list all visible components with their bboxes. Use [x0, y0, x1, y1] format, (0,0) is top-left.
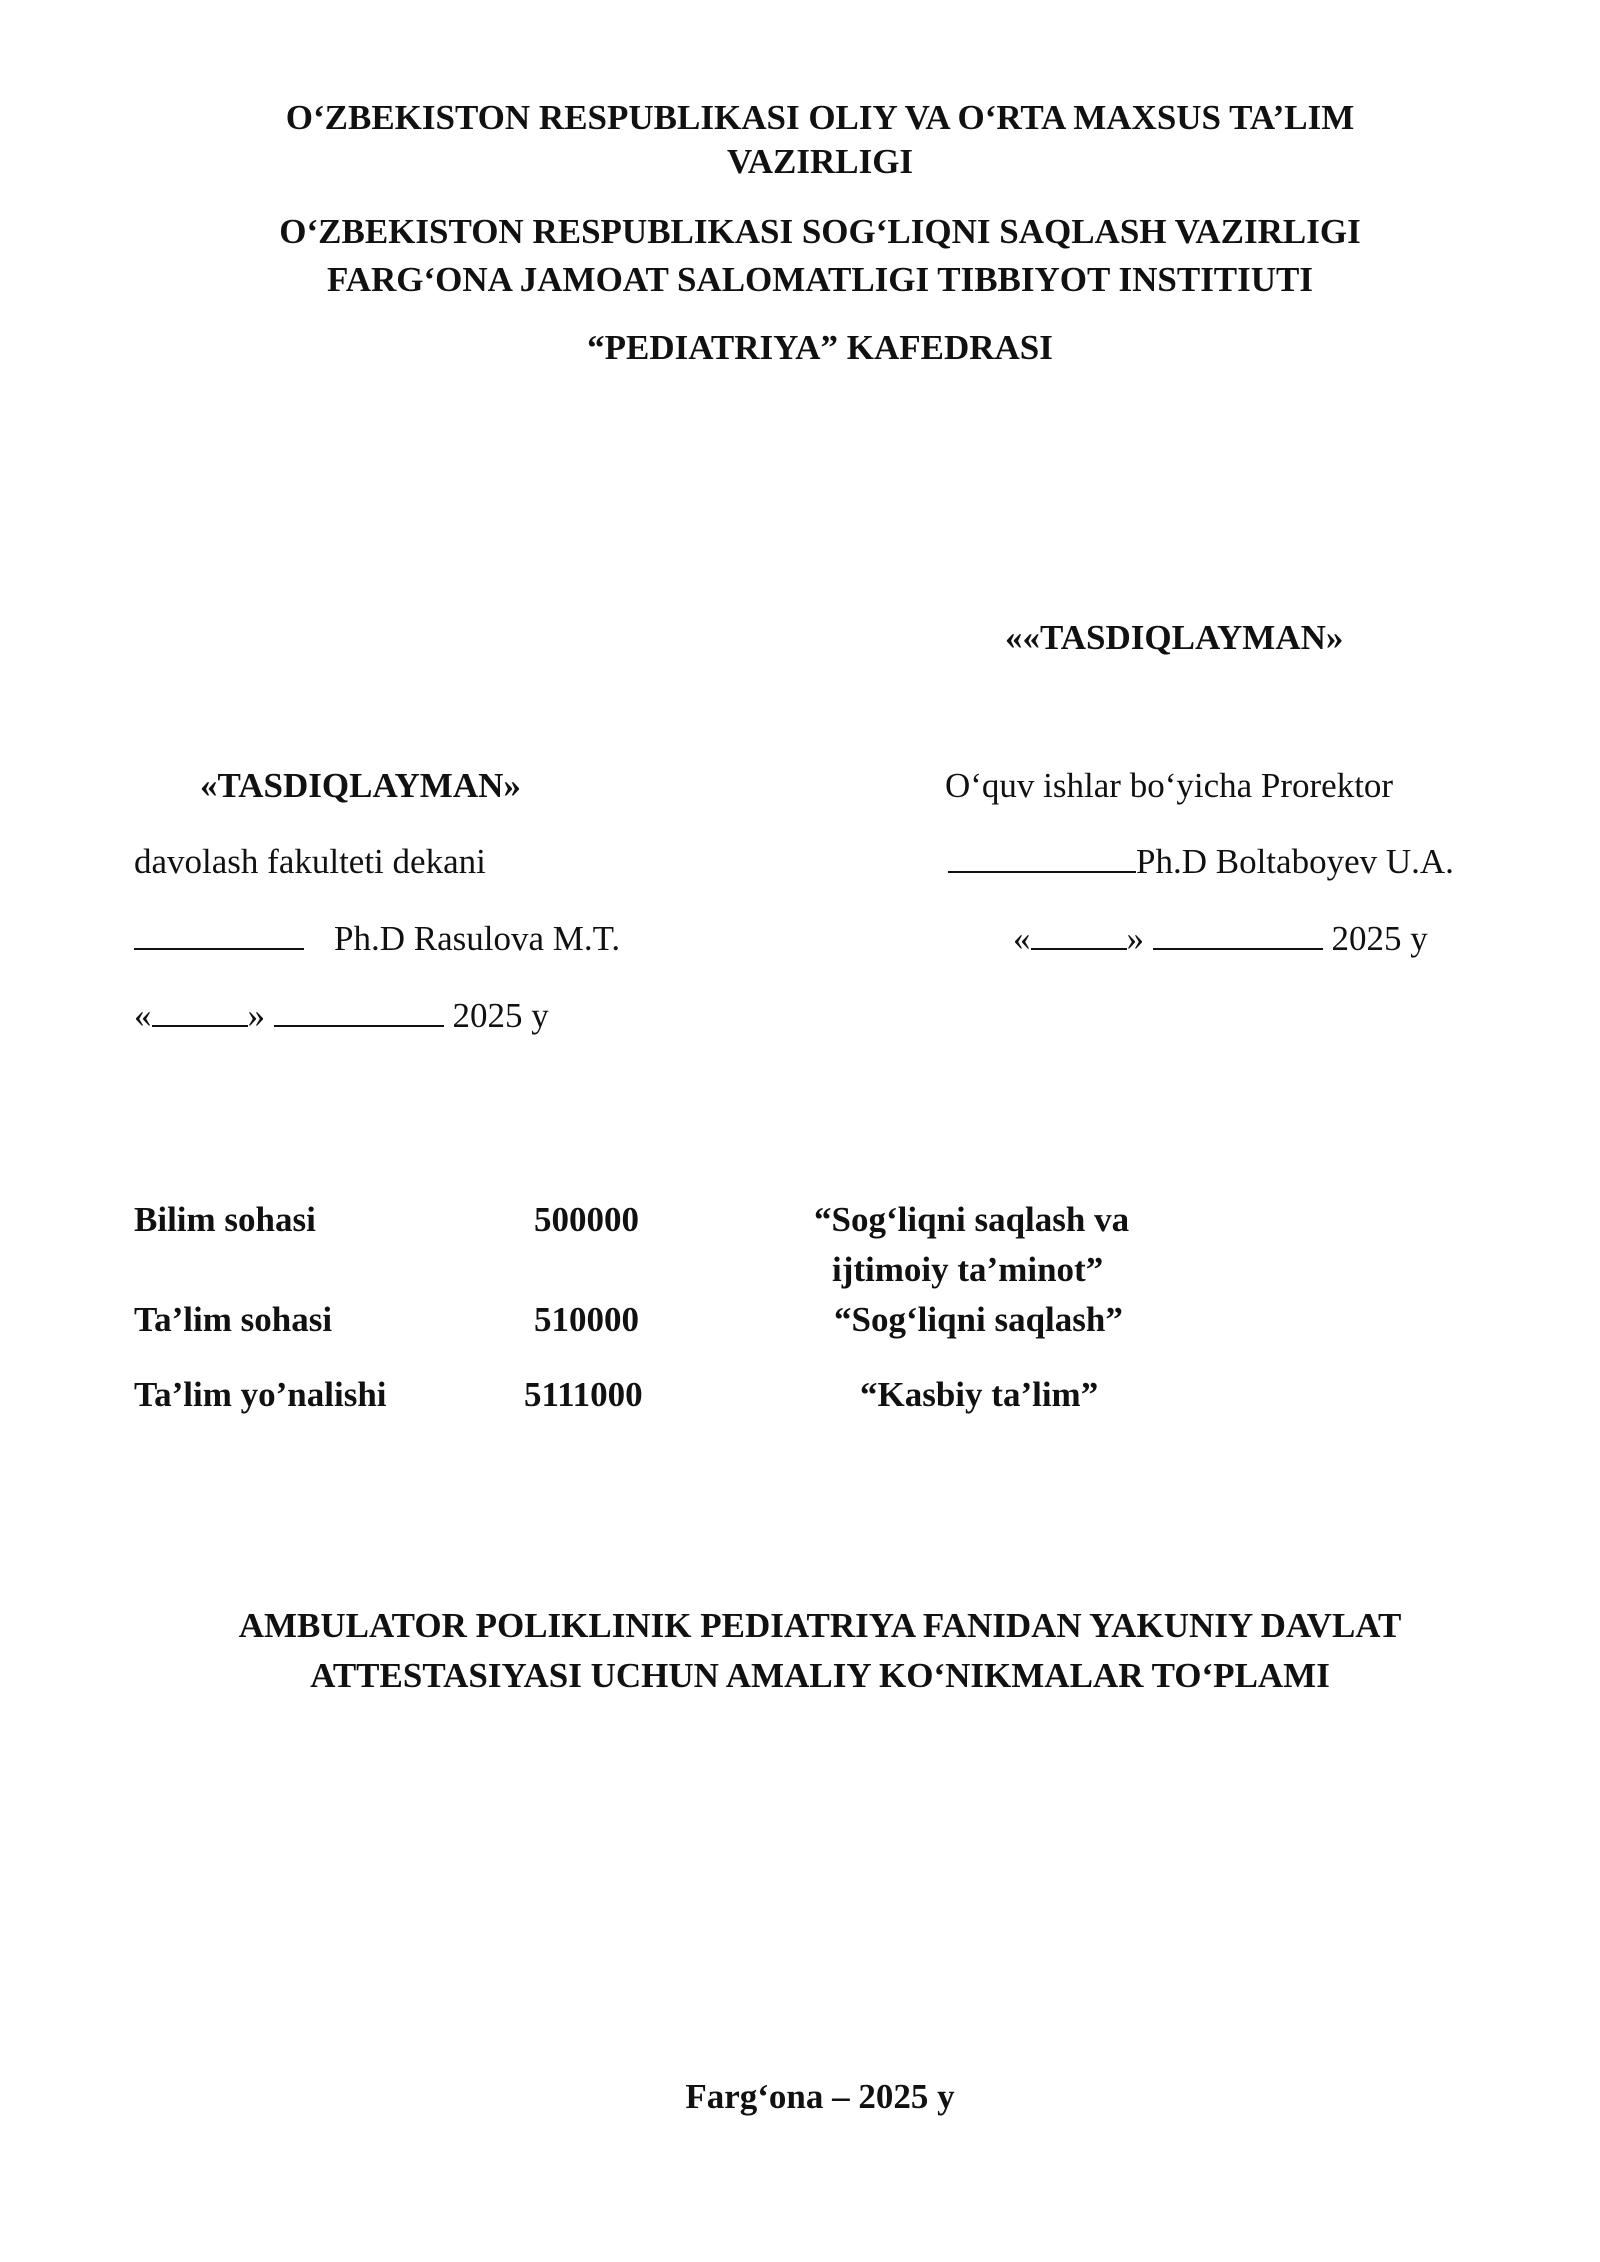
- approval-right-position: O‘quv ishlar bo‘yicha Prorektor: [945, 766, 1394, 805]
- signature-line: [948, 841, 1136, 873]
- approval-right-date-row: [1013, 917, 1428, 961]
- classification-name: “Sog‘liqni saqlash”: [834, 1300, 1123, 1339]
- day-line: [1031, 918, 1127, 950]
- approval-left-date-row: [134, 994, 549, 1038]
- ministry-title-line2: VAZIRLIGI: [726, 142, 914, 181]
- classification-label: Ta’lim sohasi: [134, 1300, 333, 1339]
- date-quote-close: »: [247, 996, 265, 1035]
- classification-name-line2: ijtimoiy ta’minot”: [832, 1250, 1104, 1289]
- department-title: “PEDIATRIYA” KAFEDRASI: [587, 328, 1053, 367]
- month-line: [1153, 918, 1323, 950]
- classification-code: 500000: [534, 1200, 639, 1239]
- date-year: 2025 y: [452, 996, 549, 1035]
- health-ministry-title: O‘ZBEKISTON RESPUBLIKASI SOG‘LIQNI SAQLASH VAZIRLIGI: [279, 212, 1361, 251]
- classification-code: 510000: [534, 1300, 639, 1339]
- approval-left-signer: Ph.D Rasulova M.T.: [334, 919, 621, 958]
- document-title-line1: AMBULATOR POLIKLINIK PEDIATRIYA FANIDAN YAKUNIY DAVLAT: [238, 1606, 1402, 1645]
- institute-title: FARG‘ONA JAMOAT SALOMATLIGI TIBBIYOT INSTITIUTI: [326, 260, 1314, 299]
- date-year: 2025 y: [1331, 919, 1428, 958]
- classification-code: 5111000: [524, 1375, 643, 1414]
- approval-left-position: davolash fakulteti dekani: [134, 842, 486, 881]
- date-quote-open: «: [134, 996, 152, 1035]
- day-line: [152, 995, 248, 1027]
- approval-left-signature-row: [134, 917, 620, 961]
- approval-right-signature-row: [948, 840, 1454, 884]
- classification-name: “Kasbiy ta’lim”: [860, 1375, 1099, 1414]
- approval-left-heading: «TASDIQLAYMAN»: [200, 766, 521, 805]
- month-line: [274, 995, 444, 1027]
- approval-right-signer: Ph.D Boltaboyev U.A.: [1136, 842, 1454, 881]
- signature-line: [134, 918, 304, 950]
- classification-label: Ta’lim yo’nalishi: [134, 1375, 387, 1414]
- approval-right-heading: ««TASDIQLAYMAN»: [1005, 618, 1344, 657]
- date-quote-close: »: [1126, 919, 1144, 958]
- footer-place-year: Farg‘ona – 2025 y: [685, 2077, 955, 2116]
- date-quote-open: «: [1013, 919, 1031, 958]
- document-title-line2: ATTESTASIYASI UCHUN AMALIY KO‘NIKMALAR TO‘PLAMI: [310, 1656, 1330, 1695]
- ministry-title-line1: O‘ZBEKISTON RESPUBLIKASI OLIY VA O‘RTA MAXSUS TA’LIM: [285, 98, 1355, 137]
- classification-label: Bilim sohasi: [134, 1200, 316, 1239]
- classification-name: “Sog‘liqni saqlash va: [814, 1200, 1130, 1239]
